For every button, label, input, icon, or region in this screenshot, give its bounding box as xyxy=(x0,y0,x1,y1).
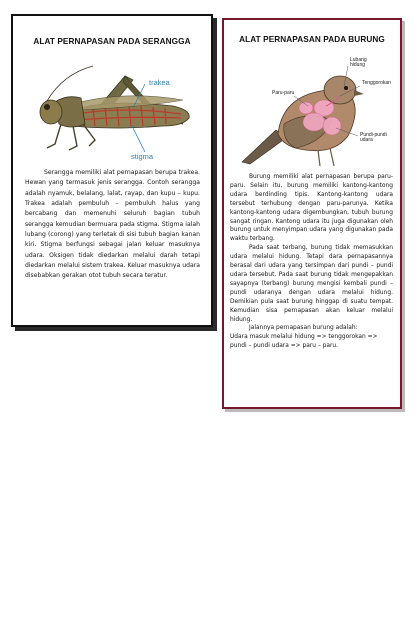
insect-paragraph: Serangga memiliki alat pernapasan berupa trakea. Hewan yang termasuk jenis serangga. Contoh serangga adalah nyamuk, belalang, lalat, rayap, dan kupu – kupu. Trakea adalah pembuluh – pembuluh halus yang bercabang dan memenuhi seluruh bagian tubuh serangga kemudian bermuara pada stigma. Stigma ialah lubang (corong) yang terletak di sisi tubuh bagian kanan kiri. Stigma berfungsi sebagai jalan keluar masuknya udara. Oksigen tidak diedarkan melalui darah tetapi diedarkan melalui sistem trakea. Keluar masuknya udara disebabkan gerakan otot tubuh secara teratur. xyxy=(25,169,200,280)
bird-card-title: ALAT PERNAPASAN PADA BURUNG xyxy=(239,35,385,44)
airsac-label-line2: udara xyxy=(360,137,373,143)
nostril-label-line2: hidung xyxy=(350,62,366,68)
bird-respiration-card xyxy=(222,18,402,409)
trachea-label: trakea xyxy=(149,78,170,87)
stigma-label: stigma xyxy=(131,152,154,161)
bird-paragraph-3: Jalannya pernapasan burung adalah: xyxy=(249,325,358,332)
nostril-label-line1: Lubang xyxy=(350,57,367,63)
bird-paragraph-1: Burung memiliki alat pernapasan berupa paru-paru. Selain itu, burung memiliki kantong-kantong udara berdinding tipis. Kantong-kantong udara tersebut terhubung dengan paru-parunya. Ketika kantong-kantong udara digembungkan, tubuh burung sangat ringan. Kantong udara itu juga digunakan oleh burung untuk menyimpan udara yang digunakan pada waktu terbang. xyxy=(230,174,393,243)
insect-card-title: ALAT PERNAPASAN PADA SERANGGA xyxy=(33,37,191,46)
throat-label: Tenggorokan xyxy=(362,80,391,86)
lungs-label: Paru-paru xyxy=(272,90,295,96)
bird-illustration xyxy=(236,50,396,170)
bird-paragraph-2: Pada saat terbang, burung tidak memasukkan udara melalui hidung. Tetapi dara pernapasannya berasal dari udara yang tersimpan dari pundi – pundi udara tersebut. Pada saat burung tidak mengepakkan sayapnya (terbang) burung mengisi kembali pundi – pundi udaranya dengan udara melalui hidung. Demikian pula saat burung hinggap di suatu tempat. Kemudian sisa pernapasan akan keluar melalui hidung. xyxy=(230,245,393,323)
insect-card-body xyxy=(25,168,200,282)
bird-card-body xyxy=(230,173,393,351)
bird-respiration-flow: Udara masuk melalui hidung => tenggorokan => pundi – pundi udara => paru – paru. xyxy=(230,334,378,350)
grasshopper-illustration xyxy=(33,54,198,161)
insect-respiration-card xyxy=(11,14,213,327)
airsac-label-line1: Pundi-pundi xyxy=(360,132,387,138)
